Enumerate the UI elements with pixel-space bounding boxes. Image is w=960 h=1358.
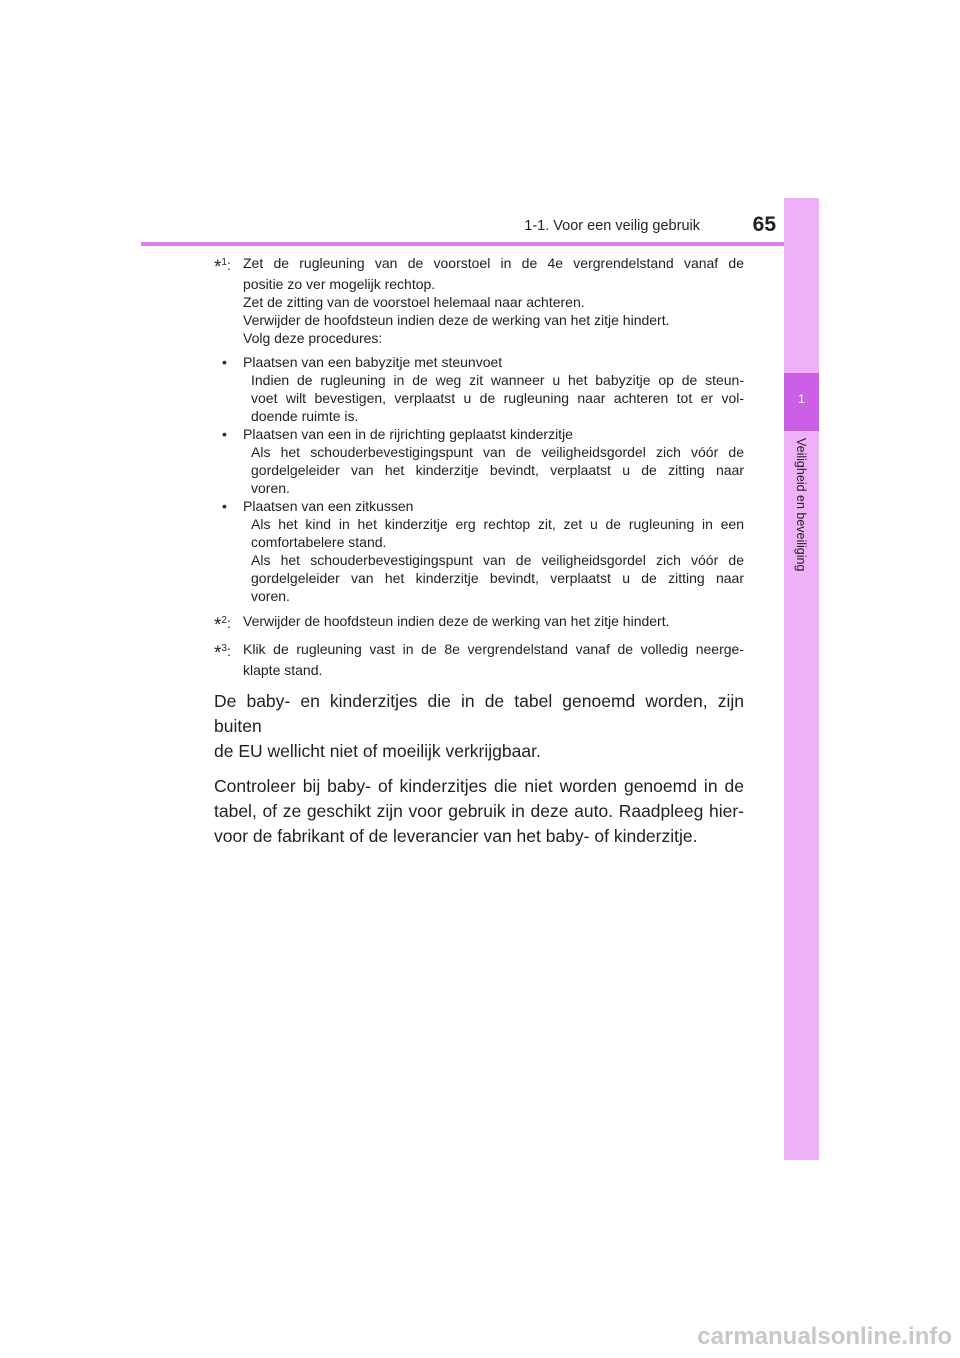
body-paragraph [214,689,744,764]
procedure-list [214,353,744,605]
running-header-title: 1-1. Voor een veilig gebruik [524,218,700,234]
list-item-text: gordelgeleider van het kinderzitje bevindt, verplaatst u de zitting naar [251,570,744,586]
footnote-1 [214,254,744,605]
list-item-text: comfortabelere stand. [251,534,387,550]
list-item [214,353,744,425]
list-item-text: voet wilt bevestigen, verplaatst u de rugleuning naar achteren tot er vol- [251,390,744,406]
chapter-label: Veiligheid en beveiliging [794,438,808,572]
list-item-text: Als het kind in het kinderzitje erg rechtop zit, zet u de rugleuning in een [251,516,744,532]
footnote-text: positie zo ver mogelijk rechtop. [243,276,436,292]
footnote-text: Verwijder de hoofdsteun indien deze de werking van het zitje hindert. [243,613,670,629]
list-item-title: Plaatsen van een zitkussen [243,498,414,514]
footnote-marker: *$^3$: [214,643,231,664]
list-item-title: Plaatsen van een babyzitje met steunvoet [243,354,503,370]
list-item-text: Indien de rugleuning in de weg zit wanneer u het babyzitje op de steun- [251,372,744,388]
footnote-text: Volg deze procedures: [243,330,383,346]
page-content [214,254,744,849]
paragraph-line: De baby- en kinderzitjes die in de tabel genoemd worden, zijn buiten [214,691,744,736]
footnote-2 [214,612,744,636]
header-rule [141,242,818,246]
page-number: 65 [752,213,776,236]
bullet-icon: • [222,498,227,514]
list-item-text: Als het schouderbevestigingspunt van de veiligheidsgordel zich vóór de [251,444,744,460]
paragraph-line: tabel, of ze geschikt zijn voor gebruik in deze auto. Raadpleeg hier- [214,801,744,821]
footnote-text: Klik de rugleuning vast in de 8e vergrendelstand vanaf de volledig neerge- [243,641,744,657]
footnote-3 [214,640,744,679]
list-item [214,497,744,605]
list-item-text: voren. [251,480,290,496]
list-item [214,425,744,497]
bullet-icon: • [222,426,227,442]
watermark: carmanualsonline.info [697,1323,952,1350]
paragraph-line: Controleer bij baby- of kinderzitjes die niet worden genoemd in de [214,776,744,796]
footnote-text: Verwijder de hoofdsteun indien deze de werking van het zitje hindert. [243,312,670,328]
footnote-text: klapte stand. [243,662,323,678]
footnote-text: Zet de rugleuning van de voorstoel in de 4e vergrendelstand vanaf de [243,255,744,271]
list-item-title: Plaatsen van een in de rijrichting geplaatst kinderzitje [243,426,573,442]
body-paragraph [214,774,744,849]
paragraph-line: voor de fabrikant of de leverancier van het baby- of kinderzitje. [214,826,698,846]
footnote-marker: *$^1$: [214,257,231,278]
chapter-number: 1 [798,392,805,406]
paragraph-line: de EU wellicht niet of moeilijk verkrijgbaar. [214,741,541,761]
list-item-text: voren. [251,588,290,604]
list-item-text: gordelgeleider van het kinderzitje bevindt, verplaatst u de zitting naar [251,462,744,478]
footnote-marker: *$^2$: [214,615,231,636]
footnote-text: Zet de zitting van de voorstoel helemaal naar achteren. [243,294,585,310]
list-item-text: Als het schouderbevestigingspunt van de veiligheidsgordel zich vóór de [251,552,744,568]
chapter-thumb-tab [784,198,819,1160]
list-item-text: doende ruimte is. [251,408,359,424]
bullet-icon: • [222,354,227,370]
